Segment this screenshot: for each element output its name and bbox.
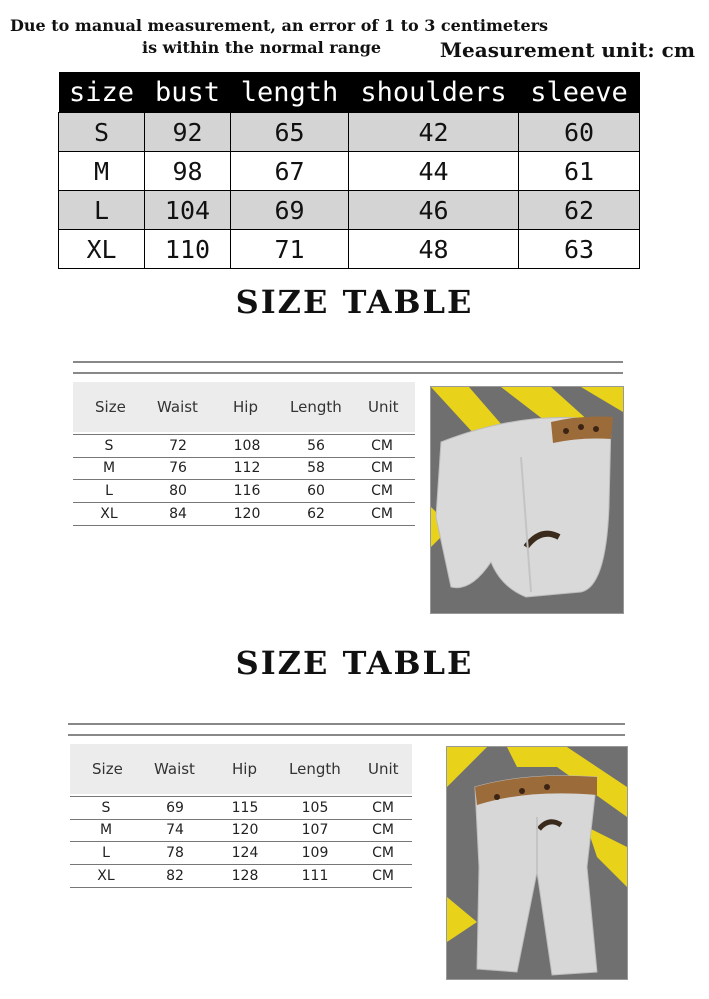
table-cell: 78 — [166, 845, 184, 861]
header-cell: Hip — [232, 760, 257, 778]
table-cell: 107 — [301, 822, 329, 838]
table-cell: CM — [371, 506, 393, 522]
table-row — [73, 457, 415, 480]
table-row — [73, 434, 415, 458]
header-cell: Size — [95, 398, 126, 416]
table-row — [73, 480, 415, 503]
table-cell: 44 — [349, 152, 519, 191]
table-cell: S — [104, 438, 114, 454]
shorts-size-table — [73, 382, 415, 522]
header-cell: Size — [92, 760, 123, 778]
pants-size-table — [70, 744, 412, 886]
table-cell: 42 — [349, 113, 519, 152]
table-row — [70, 842, 412, 865]
pants-photo-graphic — [447, 747, 627, 979]
table-row — [73, 503, 415, 526]
table-cell: 124 — [231, 845, 259, 861]
table-cell: 128 — [231, 868, 259, 884]
header-cell: Hip — [233, 398, 258, 416]
table-cell: 67 — [231, 152, 349, 191]
table-row — [70, 819, 412, 842]
table-cell: XL — [59, 230, 145, 269]
table-cell: 62 — [519, 191, 640, 230]
table-cell: 111 — [301, 868, 329, 884]
table-cell: XL — [100, 506, 118, 522]
table-cell: 84 — [169, 506, 187, 522]
table-cell: 92 — [145, 113, 231, 152]
table-cell: 61 — [519, 152, 640, 191]
shorts-photo-graphic — [431, 387, 623, 613]
table-cell: 80 — [169, 483, 187, 499]
tops-header-row — [59, 72, 640, 113]
table-cell: 105 — [301, 800, 329, 816]
table-cell: 115 — [231, 800, 259, 816]
table-cell: S — [59, 113, 145, 152]
table-row — [70, 865, 412, 888]
shorts-header-row — [73, 382, 415, 432]
table-cell: CM — [372, 868, 394, 884]
table-cell: 56 — [307, 438, 325, 454]
table-cell: CM — [371, 438, 393, 454]
table-cell: L — [105, 483, 113, 499]
table-cell: 65 — [231, 113, 349, 152]
table-cell: 69 — [231, 191, 349, 230]
divider — [68, 723, 625, 725]
table-cell: 82 — [166, 868, 184, 884]
table-cell: L — [59, 191, 145, 230]
divider — [73, 361, 623, 363]
table-row — [70, 796, 412, 820]
header-cell: Waist — [157, 398, 198, 416]
table-cell: 69 — [166, 800, 184, 816]
header-cell: Unit — [368, 760, 399, 778]
table-cell: 46 — [349, 191, 519, 230]
table-cell: 71 — [231, 230, 349, 269]
table-cell: 72 — [169, 438, 187, 454]
header-cell: Length — [290, 398, 342, 416]
table-cell: CM — [372, 845, 394, 861]
table-cell: L — [102, 845, 110, 861]
tops-header-cell: shoulders — [349, 72, 519, 113]
table-cell: 104 — [145, 191, 231, 230]
shorts-size-table-title: SIZE TABLE — [235, 283, 474, 321]
grey-sweat-shorts-photo — [430, 386, 624, 614]
table-cell: XL — [97, 868, 115, 884]
table-row — [59, 230, 640, 269]
table-cell: 76 — [169, 460, 187, 476]
table-cell: 110 — [145, 230, 231, 269]
table-cell: 63 — [519, 230, 640, 269]
table-cell: S — [101, 800, 111, 816]
table-cell: M — [102, 460, 116, 476]
table-cell: 58 — [307, 460, 325, 476]
table-cell: CM — [371, 460, 393, 476]
measurement-unit-note: Measurement unit: cm — [439, 38, 695, 62]
grey-sweatpants-photo — [446, 746, 628, 980]
measurement-note-line1: Due to manual measurement, an error of 1 to 3 centimeters — [10, 16, 549, 35]
table-cell: 60 — [307, 483, 325, 499]
table-cell: M — [99, 822, 113, 838]
table-cell: 98 — [145, 152, 231, 191]
header-cell: Length — [289, 760, 341, 778]
pants-header-row — [70, 744, 412, 794]
table-cell: CM — [372, 800, 394, 816]
table-cell: 112 — [233, 460, 261, 476]
tops-header-cell: length — [231, 72, 349, 113]
header-cell: Waist — [154, 760, 195, 778]
divider — [68, 734, 625, 736]
table-cell: 120 — [233, 506, 261, 522]
tops-header-cell: bust — [145, 72, 231, 113]
table-cell: 116 — [233, 483, 261, 499]
header-cell: Unit — [368, 398, 399, 416]
table-cell: 60 — [519, 113, 640, 152]
table-row — [59, 191, 640, 230]
table-cell: CM — [372, 822, 394, 838]
tops-header-cell: size — [59, 72, 145, 113]
divider — [73, 372, 623, 374]
table-cell: 48 — [349, 230, 519, 269]
pants-size-table-title: SIZE TABLE — [235, 644, 474, 682]
table-cell: 120 — [231, 822, 259, 838]
table-cell: CM — [371, 483, 393, 499]
table-cell: 62 — [307, 506, 325, 522]
table-cell: 109 — [301, 845, 329, 861]
tops-header-cell: sleeve — [519, 72, 640, 113]
table-row — [59, 113, 640, 152]
table-cell: 74 — [166, 822, 184, 838]
table-cell: M — [59, 152, 145, 191]
tops-size-table — [58, 72, 640, 269]
table-cell: 108 — [233, 438, 261, 454]
table-row — [59, 152, 640, 191]
measurement-note-line2: is within the normal range — [142, 38, 382, 57]
